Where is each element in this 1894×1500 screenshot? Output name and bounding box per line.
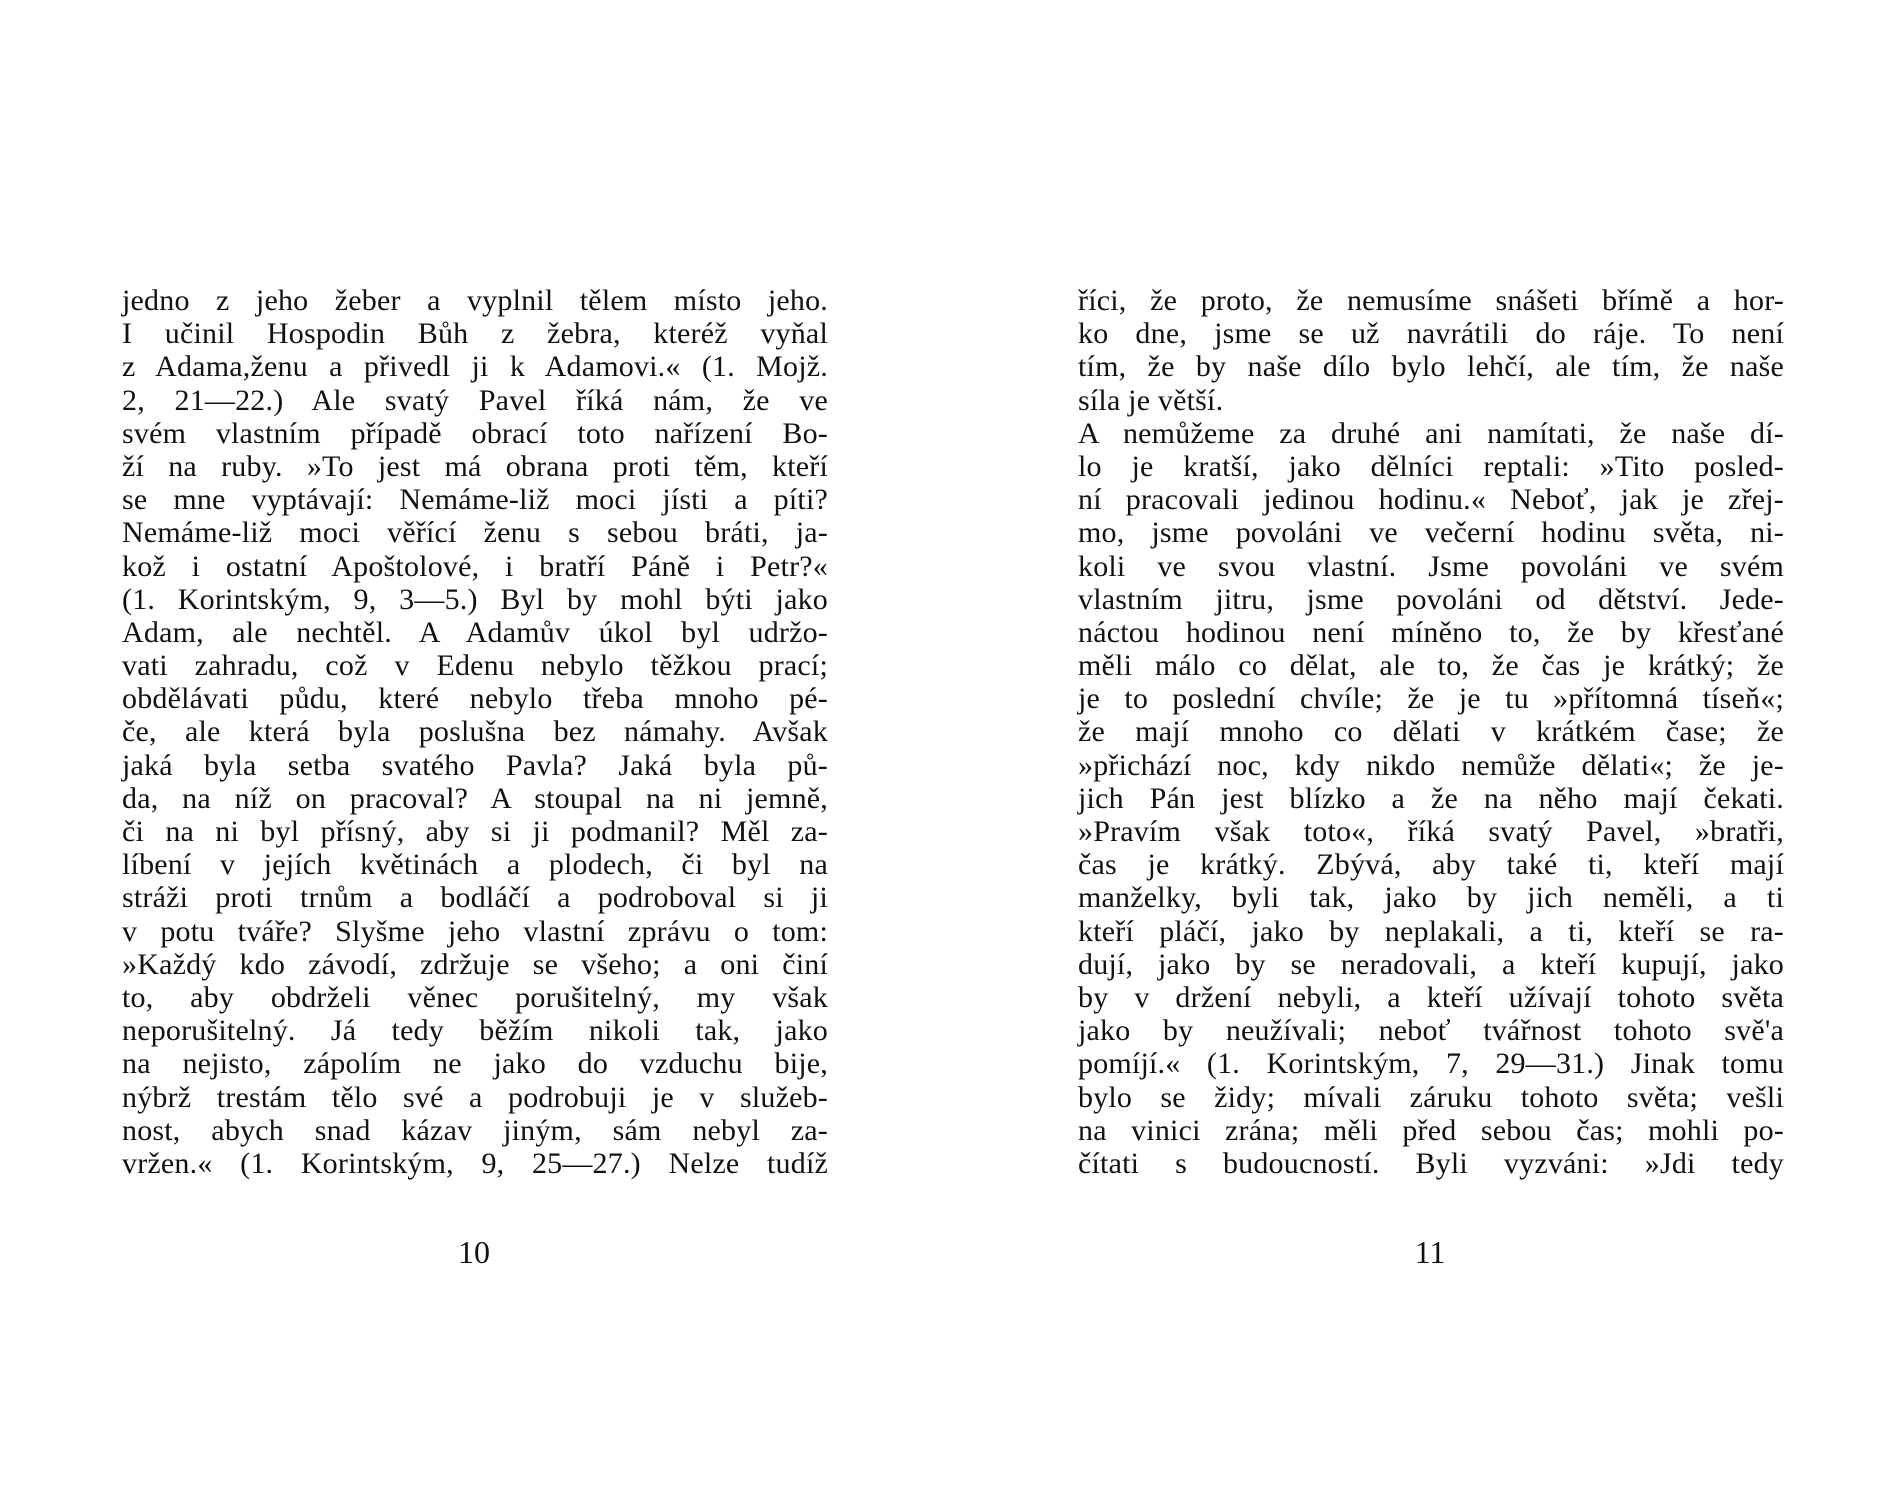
text-line: se mne vyptávají: Nemáme-liž moci jísti a píti?	[122, 483, 828, 517]
text-line: jich Pán jest blízko a že na něho mají čekati.	[1078, 781, 1784, 815]
left-page-text	[122, 284, 828, 1180]
text-line: bylo se židy; mívali záruku tohoto světa; vešli	[1078, 1080, 1784, 1114]
text-line: (1. Korintským, 9, 3—5.) Byl by mohl býti jako	[122, 582, 828, 616]
text-line: dují, jako by se neradovali, a kteří kupují, jako	[1078, 947, 1784, 981]
page-number-left: 10	[458, 1234, 490, 1270]
text-line: na nejisto, zápolím ne jako do vzduchu bije,	[122, 1047, 828, 1081]
text-line: A nemůžeme za druhé ani namítati, že naše dí-	[1078, 416, 1784, 450]
text-line: manželky, byli tak, jako by jich neměli, a ti	[1078, 881, 1784, 915]
text-line: náctou hodinou není míněno to, že by křesťané	[1078, 615, 1784, 649]
text-line: z Adama,ženu a přivedl ji k Adamovi.« (1. Mojž.	[122, 350, 828, 384]
text-line: by v držení nebyli, a kteří užívají tohoto světa	[1078, 980, 1784, 1014]
text-line: čas je krátký. Zbývá, aby také ti, kteří mají	[1078, 848, 1784, 882]
text-line: nost, abych snad kázav jiným, sám nebyl za-	[122, 1113, 828, 1147]
text-line: »přichází noc, kdy nikdo nemůže dělati«; že je-	[1078, 748, 1784, 782]
text-line: svém vlastním případě obrací toto nařízení Bo-	[122, 416, 828, 450]
text-line: ní pracovali jedinou hodinu.« Neboť, jak je zřej-	[1078, 483, 1784, 517]
text-line: kteří pláčí, jako by neplakali, a ti, kteří se ra-	[1078, 914, 1784, 948]
text-line: vati zahradu, což v Edenu nebylo těžkou prací;	[122, 649, 828, 683]
text-line: »Pravím však toto«, říká svatý Pavel, »bratři,	[1078, 815, 1784, 848]
text-line: lo je kratší, jako dělníci reptali: »Tito posled-	[1078, 449, 1784, 483]
text-line: jako by neužívali; neboť tvářnost tohoto svě'a	[1078, 1014, 1784, 1048]
text-line: měli málo co dělat, ale to, že čas je krátký; že	[1078, 649, 1784, 683]
text-line: vlastním jitru, jsme povoláni od dětství. Jede-	[1078, 582, 1784, 616]
text-line: nýbrž trestám tělo své a podrobuji je v služeb-	[122, 1080, 828, 1114]
text-line: vržen.« (1. Korintským, 9, 25—27.) Nelze tudíž	[122, 1146, 828, 1180]
text-line: to, aby obdrželi věnec porušitelný, my však	[122, 980, 828, 1014]
text-line: na vinici zrána; měli před sebou čas; mohli po-	[1078, 1113, 1784, 1147]
page-number-right: 11	[1414, 1234, 1446, 1270]
text-line: je to poslední chvíle; že je tu »přítomná tíseň«;	[1078, 682, 1784, 716]
text-line: če, ale která byla poslušna bez námahy. Avšak	[122, 715, 828, 749]
text-line: mo, jsme povoláni ve večerní hodinu světa, ni-	[1078, 516, 1784, 550]
text-line: síla je větší.	[1078, 383, 1224, 417]
text-line: jaká byla setba svatého Pavla? Jaká byla pů-	[122, 748, 828, 782]
text-line: da, na níž on pracoval? A stoupal na ni jemně,	[122, 781, 828, 815]
right-page	[1078, 284, 1784, 1180]
text-line: »Každý kdo závodí, zdržuje se všeho; a oni činí	[122, 947, 828, 981]
text-line: jedno z jeho žeber a vyplnil tělem místo jeho.	[122, 284, 828, 317]
text-line: v potu tváře? Slyšme jeho vlastní zprávu o tom:	[122, 914, 828, 948]
text-line: obdělávati půdu, které nebylo třeba mnoho pé-	[122, 682, 828, 716]
text-line: že mají mnoho co dělati v krátkém čase; že	[1078, 715, 1784, 749]
text-line: stráži proti trnům a bodláčí a podroboval si ji	[122, 881, 828, 915]
text-line: 2, 21—22.) Ale svatý Pavel říká nám, že ve	[122, 383, 828, 417]
text-line: čítati s budoucností. Byli vyzváni: »Jdi tedy	[1078, 1146, 1784, 1180]
text-line: Adam, ale nechtěl. A Adamův úkol byl udržo-	[122, 615, 828, 649]
text-line: kož i ostatní Apoštolové, i bratří Páně i Petr?«	[122, 549, 828, 583]
text-line: neporušitelný. Já tedy běžím nikoli tak, jako	[122, 1014, 828, 1048]
text-line: Nemáme-liž moci věřící ženu s sebou bráti, ja-	[122, 516, 828, 550]
left-page	[122, 284, 828, 1180]
text-line: líbení v jejích květinách a plodech, či byl na	[122, 848, 828, 882]
text-line: ží na ruby. »To jest má obrana proti těm, kteří	[122, 449, 828, 483]
text-line: ko dne, jsme se už navrátili do ráje. To není	[1078, 317, 1784, 351]
right-page-text	[1078, 284, 1784, 1180]
text-line: tím, že by naše dílo bylo lehčí, ale tím, že naše	[1078, 350, 1784, 384]
text-line: či na ni byl přísný, aby si ji podmanil? Měl za-	[122, 815, 828, 848]
text-line: koli ve svou vlastní. Jsme povoláni ve svém	[1078, 549, 1784, 583]
text-line: I učinil Hospodin Bůh z žebra, kteréž vyňal	[122, 317, 828, 351]
text-line: říci, že proto, že nemusíme snášeti břímě a hor-	[1078, 284, 1784, 317]
text-line: pomíjí.« (1. Korintským, 7, 29—31.) Jinak tomu	[1078, 1047, 1784, 1081]
